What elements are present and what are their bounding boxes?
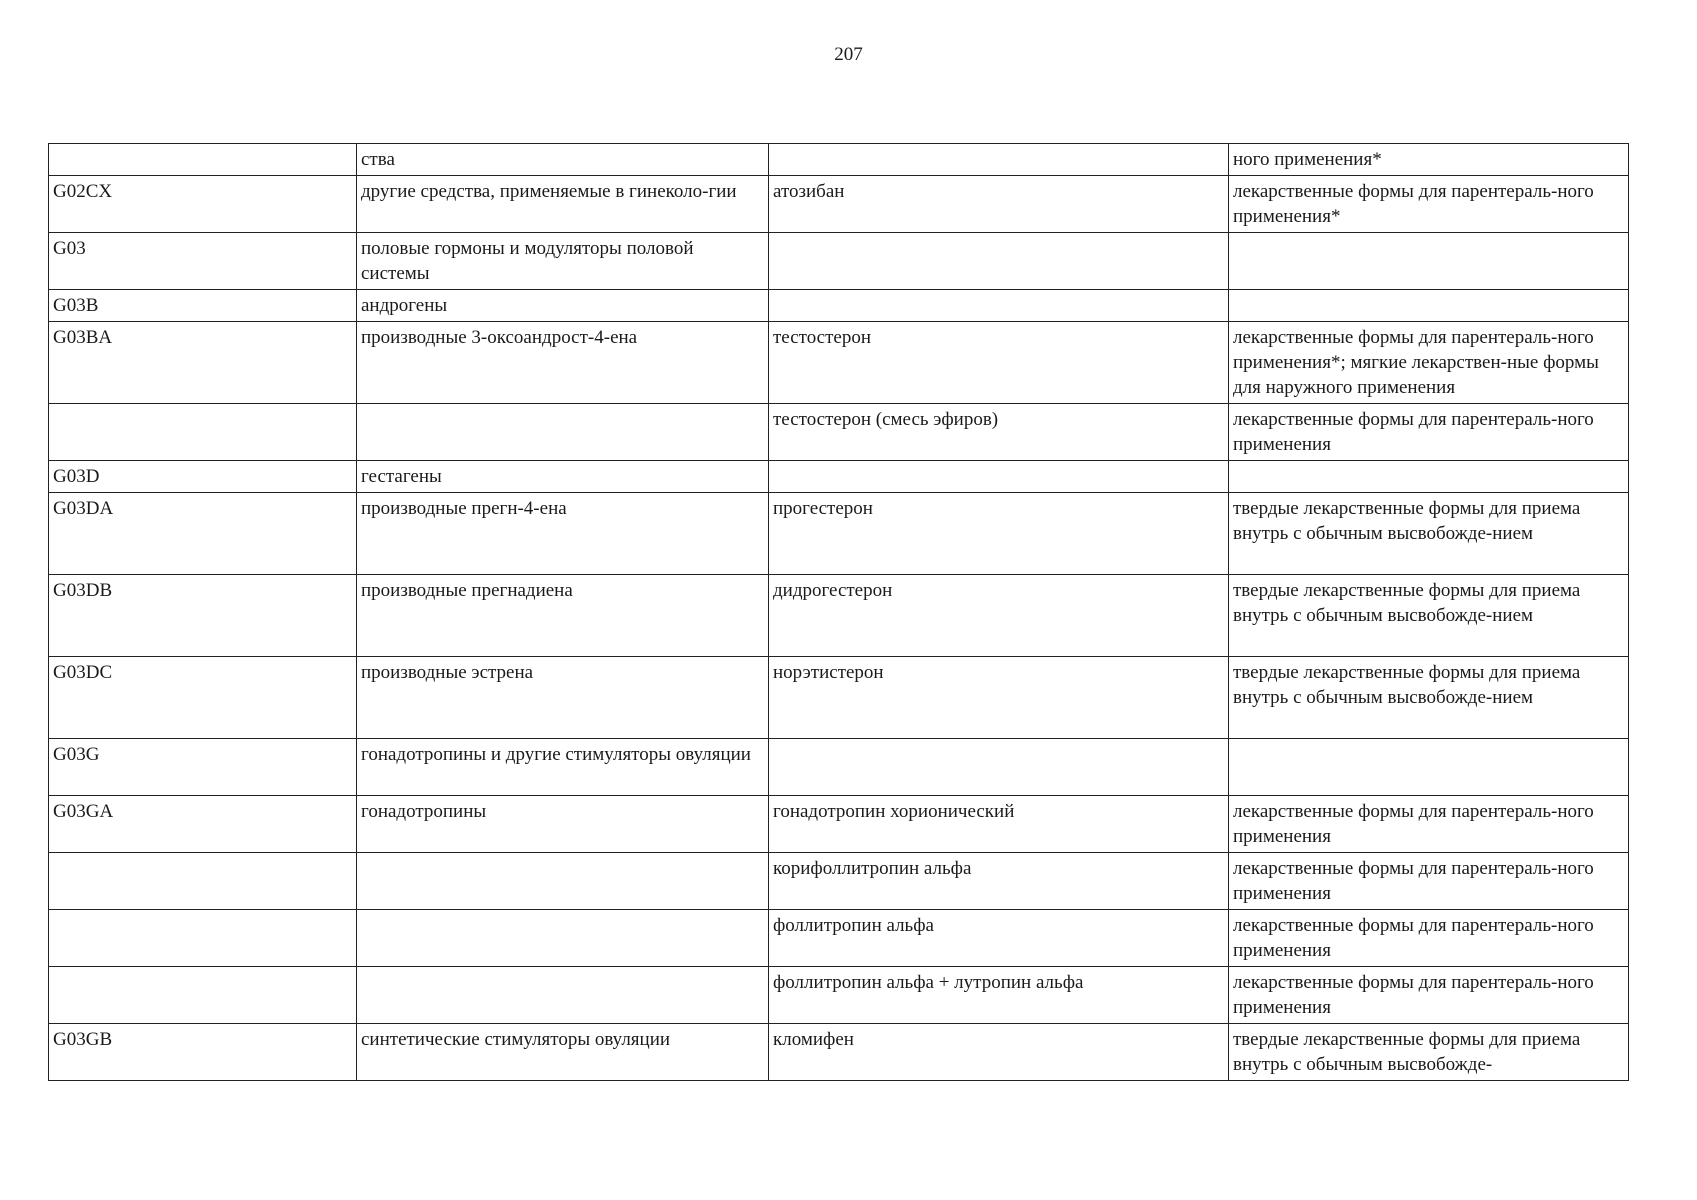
table-row [49, 233, 1629, 290]
dosage-form-cell: лекарственные формы для парентераль-ного применения [1229, 967, 1629, 1024]
atc-code-cell [49, 910, 357, 967]
dosage-form-cell: твердые лекарственные формы для приема внутрь с обычным высвобожде- [1229, 1024, 1629, 1081]
atc-code-cell: G02CX [49, 176, 357, 233]
atc-code-cell [49, 853, 357, 910]
drug-name-cell: корифоллитропин альфа [769, 853, 1229, 910]
group-name-cell [357, 967, 769, 1024]
dosage-form-cell [1229, 233, 1629, 290]
drug-name-cell: кломифен [769, 1024, 1229, 1081]
atc-code-cell: G03B [49, 290, 357, 322]
table-row [49, 575, 1629, 657]
dosage-form-cell: ного применения* [1229, 144, 1629, 176]
drug-name-cell [769, 233, 1229, 290]
atc-code-cell: G03 [49, 233, 357, 290]
group-name-cell: половые гормоны и модуляторы половой системы [357, 233, 769, 290]
group-name-cell: другие средства, применяемые в гинеколо-гии [357, 176, 769, 233]
table-row [49, 796, 1629, 853]
group-name-cell: синтетические стимуляторы овуляции [357, 1024, 769, 1081]
atc-code-cell: G03DA [49, 493, 357, 575]
table-row [49, 1024, 1629, 1081]
atc-code-cell: G03DC [49, 657, 357, 739]
atc-code-cell [49, 144, 357, 176]
drug-name-cell: дидрогестерон [769, 575, 1229, 657]
dosage-form-cell: твердые лекарственные формы для приема внутрь с обычным высвобожде-нием [1229, 657, 1629, 739]
table-row [49, 910, 1629, 967]
page-number: 207 [834, 44, 863, 65]
table-row [49, 967, 1629, 1024]
group-name-cell: производные прегн-4-ена [357, 493, 769, 575]
drug-name-cell: атозибан [769, 176, 1229, 233]
group-name-cell: гонадотропины и другие стимуляторы овуляции [357, 739, 769, 796]
atc-code-cell: G03GA [49, 796, 357, 853]
drug-name-cell [769, 739, 1229, 796]
atc-code-cell [49, 404, 357, 461]
group-name-cell [357, 404, 769, 461]
atc-code-cell: G03G [49, 739, 357, 796]
dosage-form-cell: лекарственные формы для парентераль-ного применения* [1229, 176, 1629, 233]
dosage-form-cell [1229, 461, 1629, 493]
drug-name-cell [769, 461, 1229, 493]
group-name-cell: производные 3-оксоандрост-4-ена [357, 322, 769, 404]
atc-code-cell: G03DB [49, 575, 357, 657]
drug-name-cell: фоллитропин альфа [769, 910, 1229, 967]
table-row [49, 657, 1629, 739]
drug-name-cell: норэтистерон [769, 657, 1229, 739]
atc-code-cell [49, 967, 357, 1024]
dosage-form-cell: лекарственные формы для парентераль-ного применения [1229, 910, 1629, 967]
drug-name-cell: фоллитропин альфа + лутропин альфа [769, 967, 1229, 1024]
table-row [49, 404, 1629, 461]
table-body [49, 144, 1629, 1081]
atc-code-cell: G03GB [49, 1024, 357, 1081]
table-row [49, 853, 1629, 910]
drug-name-cell: прогестерон [769, 493, 1229, 575]
drug-name-cell: гонадотропин хорионический [769, 796, 1229, 853]
group-name-cell: производные прегнадиена [357, 575, 769, 657]
drug-name-cell: тестостерон [769, 322, 1229, 404]
drug-classification-table [48, 143, 1629, 1081]
table-row [49, 176, 1629, 233]
drug-name-cell [769, 290, 1229, 322]
dosage-form-cell: лекарственные формы для парентераль-ного применения [1229, 404, 1629, 461]
drug-name-cell [769, 144, 1229, 176]
table-row [49, 322, 1629, 404]
table-row [49, 290, 1629, 322]
dosage-form-cell [1229, 739, 1629, 796]
atc-code-cell: G03BA [49, 322, 357, 404]
table-row [49, 739, 1629, 796]
group-name-cell [357, 853, 769, 910]
dosage-form-cell [1229, 290, 1629, 322]
group-name-cell: андрогены [357, 290, 769, 322]
group-name-cell: производные эстрена [357, 657, 769, 739]
group-name-cell [357, 910, 769, 967]
group-name-cell: гонадотропины [357, 796, 769, 853]
table-row [49, 493, 1629, 575]
group-name-cell: ства [357, 144, 769, 176]
dosage-form-cell: лекарственные формы для парентераль-ного применения*; мягкие лекарствен-ные формы для наружного применения [1229, 322, 1629, 404]
atc-code-cell: G03D [49, 461, 357, 493]
dosage-form-cell: твердые лекарственные формы для приема внутрь с обычным высвобожде-нием [1229, 493, 1629, 575]
drug-name-cell: тестостерон (смесь эфиров) [769, 404, 1229, 461]
table-row [49, 461, 1629, 493]
dosage-form-cell: твердые лекарственные формы для приема внутрь с обычным высвобожде-нием [1229, 575, 1629, 657]
table-row [49, 144, 1629, 176]
dosage-form-cell: лекарственные формы для парентераль-ного применения [1229, 853, 1629, 910]
group-name-cell: гестагены [357, 461, 769, 493]
dosage-form-cell: лекарственные формы для парентераль-ного применения [1229, 796, 1629, 853]
